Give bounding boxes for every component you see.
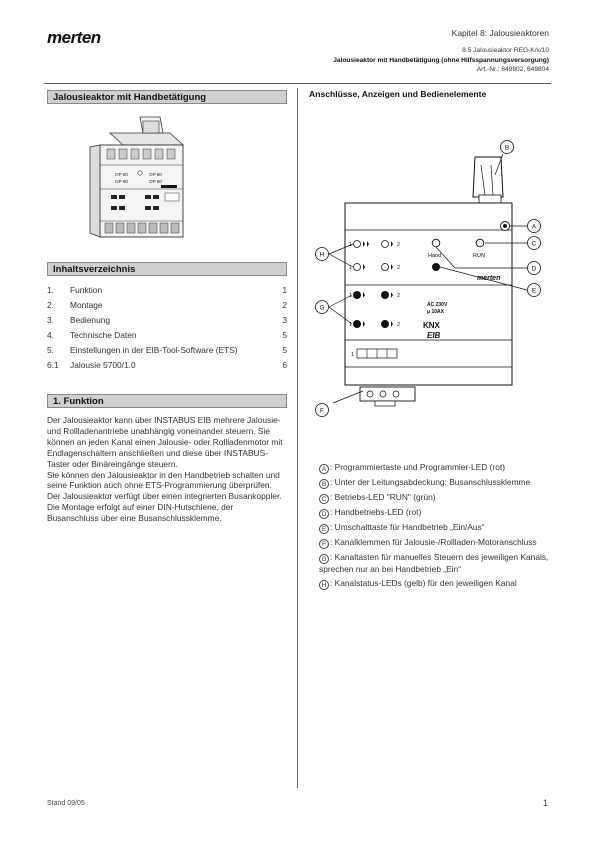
toc-item[interactable] [47,342,287,357]
toc-item[interactable] [47,357,287,372]
header-divider [44,83,551,84]
diagram-run-label: RUN [473,253,485,259]
function-heading: 1. Funktion [47,394,287,408]
function-section [47,415,287,524]
diagram-channel-1c: 1 [349,293,353,299]
column-divider [297,88,298,788]
photo-label-a: OP 80 [115,172,128,177]
toc-title: Montage [70,299,103,310]
toc-item[interactable] [47,312,287,327]
toc-heading: Inhaltsverzeichnis [47,262,287,276]
toc-page: 3 [282,314,287,325]
legend-item [319,462,549,474]
merten-logo: merten [47,28,101,47]
legend-list [319,462,549,593]
legend-item [319,507,549,519]
diagram-brand: merten [477,275,501,282]
diagram-knx: KNX [423,321,440,330]
legend-key: C [319,494,329,504]
controls-heading: Anschlüsse, Anzeigen und Bedienelemente [309,89,487,99]
diagram-hand-label: Hand [428,253,442,259]
toc-title: Technische Daten [70,329,137,340]
diagram-channel-2d: 2 [397,322,401,328]
legend-text: : Kanalstatus-LEDs (gelb) für den jeweiligen Kanal [330,577,517,588]
toc-page: 5 [282,329,287,340]
legend-key: E [319,524,329,534]
diagram-eib: EIB [427,331,441,340]
toc-title: Bedienung [70,314,111,325]
header-product-info [333,46,549,75]
diagram-channel-2b: 2 [397,265,401,271]
legend-key: G [319,554,329,564]
callout-e: E [531,287,537,295]
function-paragraph: Sie können den Jalousieaktor in den Handbetrieb schalten und seine Funktion auch ohne ETS-Programmierung überprüfen. [47,469,280,491]
diagram-channel-1d: 1 [349,322,353,328]
callout-h: H [319,251,325,259]
toc-page: 5 [282,344,287,355]
diagram-rating-2: μ 10AX [427,309,444,315]
callout-f: F [320,407,324,415]
legend-key: H [319,580,329,590]
toc-item[interactable] [47,282,287,297]
photo-label-c: OP 80 [149,172,162,177]
diagram-channel-1b: 1 [349,265,353,271]
callout-c: C [531,240,537,248]
legend-text: : Unter der Leitungsabdeckung: Busanschlussklemme [330,477,531,487]
device-diagram [305,135,550,420]
callout-a: A [531,223,537,231]
legend-key: F [319,539,329,549]
photo-label-d: OP 80 [149,179,162,184]
diagram-channel-2c: 2 [397,293,401,299]
toc-number: 5. [47,344,54,355]
legend-item [319,522,549,534]
product-photo [85,115,200,240]
toc-title: Einstellungen in der EIB-Tool-Software (ETS) [70,344,238,355]
chapter-title: Kapitel 8: Jalousieaktoren [451,28,549,38]
section-reference: 8.5 Jalousieaktor REG-K/x/10 [462,47,549,54]
function-paragraph: Der Jalousieaktor kann über INSTABUS EIB mehrere Jalousie- und Rollladenantriebe unabhängig voneinander steuern. Sie können an jeden Kanal einen Jalousie- oder Rollladenmotor mit Endlagenschaltern anschließen und diese über INSTABUS-Taster oder Binäreingänge steuern. [47,415,283,469]
legend-text: : Umschalttaste für Handbetrieb „Ein/Aus“ [330,522,485,532]
legend-text: : Kanaltasten für manuelles Steuern des jeweiligen Kanals, sprechen nur an bei Handbetrieb „Ein“ [319,552,549,574]
toc-number: 2. [47,299,54,310]
legend-text: : Programmiertaste und Programmier-LED (rot) [330,462,505,472]
toc-page: 1 [282,284,287,295]
callout-b: B [504,144,510,152]
product-heading: Jalousieaktor mit Handbetätigung [47,90,287,104]
toc-page: 2 [282,299,287,310]
function-paragraph: Der Jalousieaktor verfügt über einen integrierten Busankoppler. Die Montage erfolgt auf einer DIN-Hutschiene, der Busanschluss über eine Busanschlussklemme. [47,491,282,524]
legend-key: D [319,509,329,519]
legend-item [319,552,549,575]
diagram-channel-1: 1 [349,242,353,248]
toc-title: Jalousie 5700/1.0 [70,359,136,370]
toc-number: 6.1 [47,359,59,370]
legend-text: : Betriebs-LED "RUN" (grün) [330,492,436,502]
legend-key: B [319,479,329,489]
diagram-terminal-number: 1 [351,352,355,358]
diagram-rating-1: AC 230V [427,302,448,308]
product-title: Jalousieaktor mit Handbetätigung (ohne Hilfsspannungsversorgung) [333,56,549,64]
legend-key: A [319,464,329,474]
legend-text: : Kanalklemmen für Jalousie-/Rollladen-Motoranschluss [330,537,537,547]
toc-page: 6 [282,359,287,370]
page-number: 1 [542,798,548,808]
photo-label-b: OP 80 [115,179,128,184]
legend-item [319,477,549,489]
diagram-channel-2: 2 [397,242,401,248]
toc-item[interactable] [47,297,287,312]
legend-item [319,492,549,504]
legend-item [319,578,549,590]
toc-number: 3. [47,314,54,325]
article-numbers: Art.-Nr.: 649802, 649804 [476,66,549,74]
toc-title: Funktion [70,284,103,295]
toc-item[interactable] [47,327,287,342]
footer-stand: Stand 09/05 [47,800,85,807]
legend-item [319,537,549,549]
callout-d: D [531,265,537,273]
bus-terminal-cover [473,157,503,203]
toc-number: 4. [47,329,54,340]
callout-g: G [319,304,325,312]
legend-text: : Handbetriebs-LED (rot) [330,507,422,517]
table-of-contents [47,282,287,372]
toc-number: 1. [47,284,54,295]
